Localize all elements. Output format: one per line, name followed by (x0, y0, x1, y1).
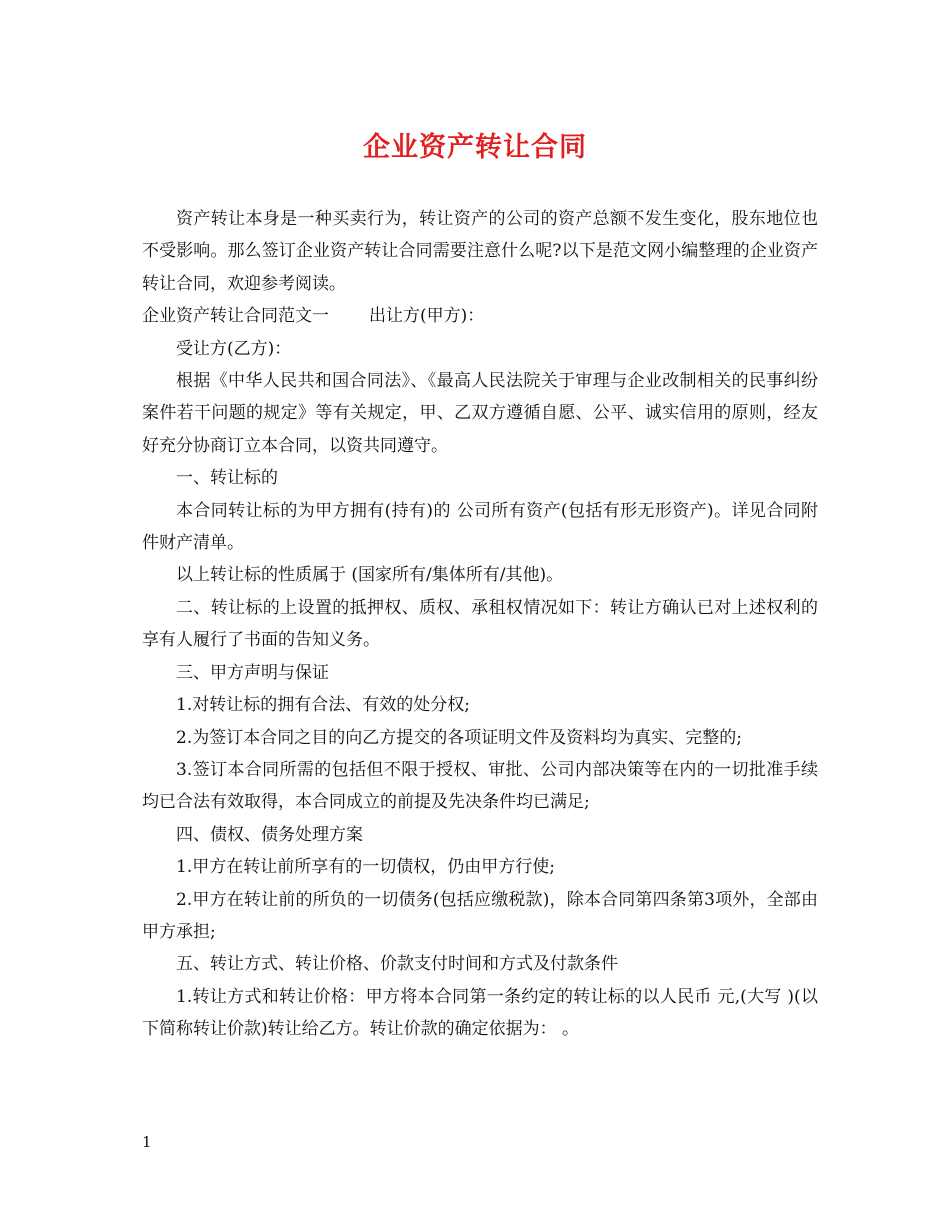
document-body (142, 203, 818, 1046)
party-b-label: 受让方(乙方)： (176, 338, 292, 359)
section3-heading: 三、甲方声明与保证 (176, 662, 329, 683)
section1-paragraph-2: 以上转让标的性质属于 (国家所有/集体所有/其他)。 (176, 565, 564, 586)
sample-heading: 企业资产转让合同范文一 (142, 306, 329, 327)
section3-item-1: 1.对转让标的拥有合法、有效的处分权; (176, 695, 470, 716)
section4-item-2: 2.甲方在转让前的所负的一切债务(包括应缴税款)，除本合同第四条第3项外，全部由甲方承担; (142, 889, 818, 942)
party-a-label: 出让方(甲方)： (369, 306, 485, 327)
basis-paragraph: 根据《中华人民共和国合同法》、《最高人民法院关于审理与企业改制相关的民事纠纷案件若干问题的规定》等有关规定，甲、乙双方遵循自愿、公平、诚实信用的原则，经友好充分协商订立本合同，以资共同遵守。 (142, 371, 818, 456)
section4-heading: 四、债权、债务处理方案 (176, 824, 363, 845)
document-title: 企业资产转让合同 (363, 132, 587, 163)
section1-heading: 一、转让标的 (176, 468, 278, 489)
section1-paragraph-1: 本合同转让标的为甲方拥有(持有)的 公司所有资产(包括有形无形资产)。详见合同附件财产清单。 (142, 500, 818, 554)
section2-heading: 二、转让标的上设置的抵押权、质权、承租权情况如下：转让方确认已对上述权利的享有人履行了书面的告知义务。 (142, 597, 818, 651)
section5-item-1: 1.转让方式和转让价格：甲方将本合同第一条约定的转让标的以人民币 元,(大写 )(以下简称转让价款)转让给乙方。转让价款的确定依据为： 。 (142, 986, 818, 1040)
section4-item-1: 1.甲方在转让前所享有的一切债权，仍由甲方行使; (176, 857, 555, 878)
section3-item-3: 3.签订本合同所需的包括但不限于授权、审批、公司内部决策等在内的一切批准手续均已合法有效取得，本合同成立的前提及先决条件均已满足; (142, 759, 818, 813)
sample-heading-line (142, 300, 818, 332)
intro-paragraph: 资产转让本身是一种买卖行为，转让资产的公司的资产总额不发生变化，股东地位也不受影响。那么签订企业资产转让合同需要注意什么呢?以下是范文网小编整理的企业资产转让合同，欢迎参考阅读。 (142, 209, 818, 294)
section3-item-2: 2.为签订本合同之目的向乙方提交的各项证明文件及资料均为真实、完整的; (176, 727, 742, 748)
section5-heading: 五、转让方式、转让价格、价款支付时间和方式及付款条件 (176, 954, 618, 975)
page-number: 1 (142, 1133, 152, 1151)
